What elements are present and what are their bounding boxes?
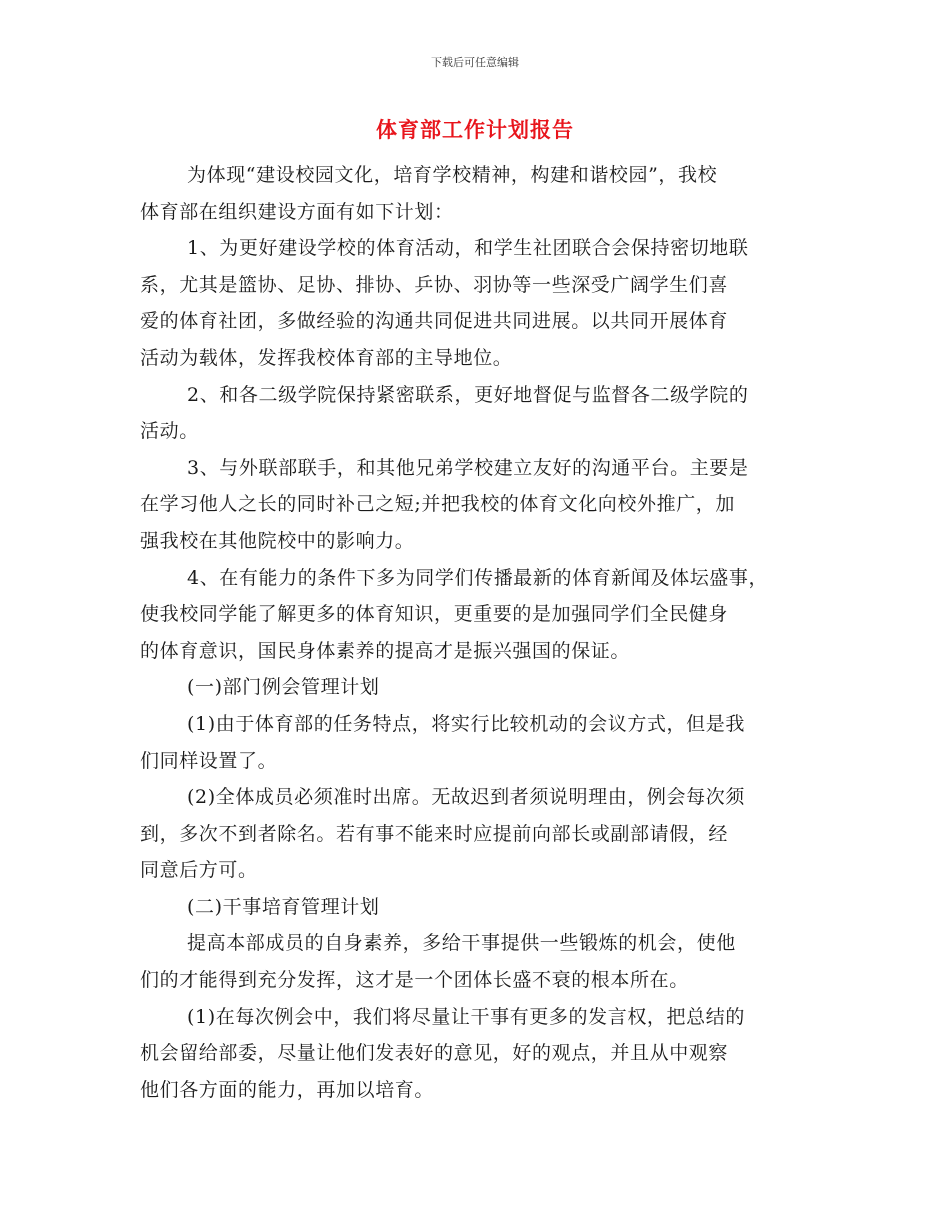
body-text-line: 体育部在组织建设方面有如下计划： (140, 200, 454, 223)
body-text-line: (2)全体成员必须准时出席。无故迟到者须说明理由，例会每次须 (187, 786, 745, 809)
body-text-line: 的体育意识，国民身体素养的提高才是振兴强国的保证。 (140, 639, 631, 662)
body-text-line: 1、为更好建设学校的体育活动，和学生社团联合会保持密切地联 (187, 237, 749, 260)
body-text-line: 爱的体育社团，多做经验的沟通共同促进共同进展。以共同开展体育 (140, 310, 729, 333)
body-text-line: 们的才能得到充分发挥，这才是一个团体长盛不衰的根本所在。 (140, 969, 689, 992)
body-text-line: 使我校同学能了解更多的体育知识，更重要的是加强同学们全民健身 (140, 603, 729, 626)
body-text-line: 们同样设置了。 (140, 749, 278, 772)
body-text-line: 2、和各二级学院保持紧密联系，更好地督促与监督各二级学院的 (187, 383, 749, 406)
body-text-line: 系，尤其是篮协、足协、排协、乒协、羽协等一些深受广阔学生们喜 (140, 273, 729, 296)
body-text-line: 到，多次不到者除名。若有事不能来时应提前向部长或副部请假，经 (140, 822, 729, 845)
document-body (140, 157, 820, 1108)
body-text-line: 他们各方面的能力，再加以培育。 (140, 1078, 435, 1101)
body-text-line: 活动为载体，发挥我校体育部的主导地位。 (140, 346, 513, 369)
body-text-line: 活动。 (140, 420, 199, 443)
page-header-note: 下载后可任意编辑 (431, 56, 519, 69)
body-text-line: 同意后方可。 (140, 859, 258, 882)
body-text-line: 提高本部成员的自身素养，多给干事提供一些锻炼的机会，使他 (187, 932, 736, 955)
body-text-line: 机会留给部委，尽量让他们发表好的意见，好的观点，并且从中观察 (140, 1042, 729, 1065)
body-text-line: 为体现“建设校园文化，培育学校精神，构建和谐校园”，我校 (187, 164, 718, 186)
document-title: 体育部工作计划报告 (376, 117, 574, 142)
body-text-line: (1)在每次例会中，我们将尽量让干事有更多的发言权，把总结的 (187, 1005, 745, 1028)
body-text-line: (二)干事培育管理计划 (187, 895, 380, 918)
body-text-line: 3、与外联部联手，和其他兄弟学校建立友好的沟通平台。主要是 (187, 456, 749, 479)
body-text-line: 在学习他人之长的同时补己之短;并把我校的体育文化向校外推广，加 (140, 493, 736, 516)
body-text-line: (一)部门例会管理计划 (187, 676, 380, 699)
body-text-line: (1)由于体育部的任务特点，将实行比较机动的会议方式，但是我 (187, 712, 745, 735)
body-text-line: 强我校在其他院校中的影响力。 (140, 529, 415, 552)
body-text-line: 4、在有能力的条件下多为同学们传播最新的体育新闻及体坛盛事， (187, 566, 769, 589)
